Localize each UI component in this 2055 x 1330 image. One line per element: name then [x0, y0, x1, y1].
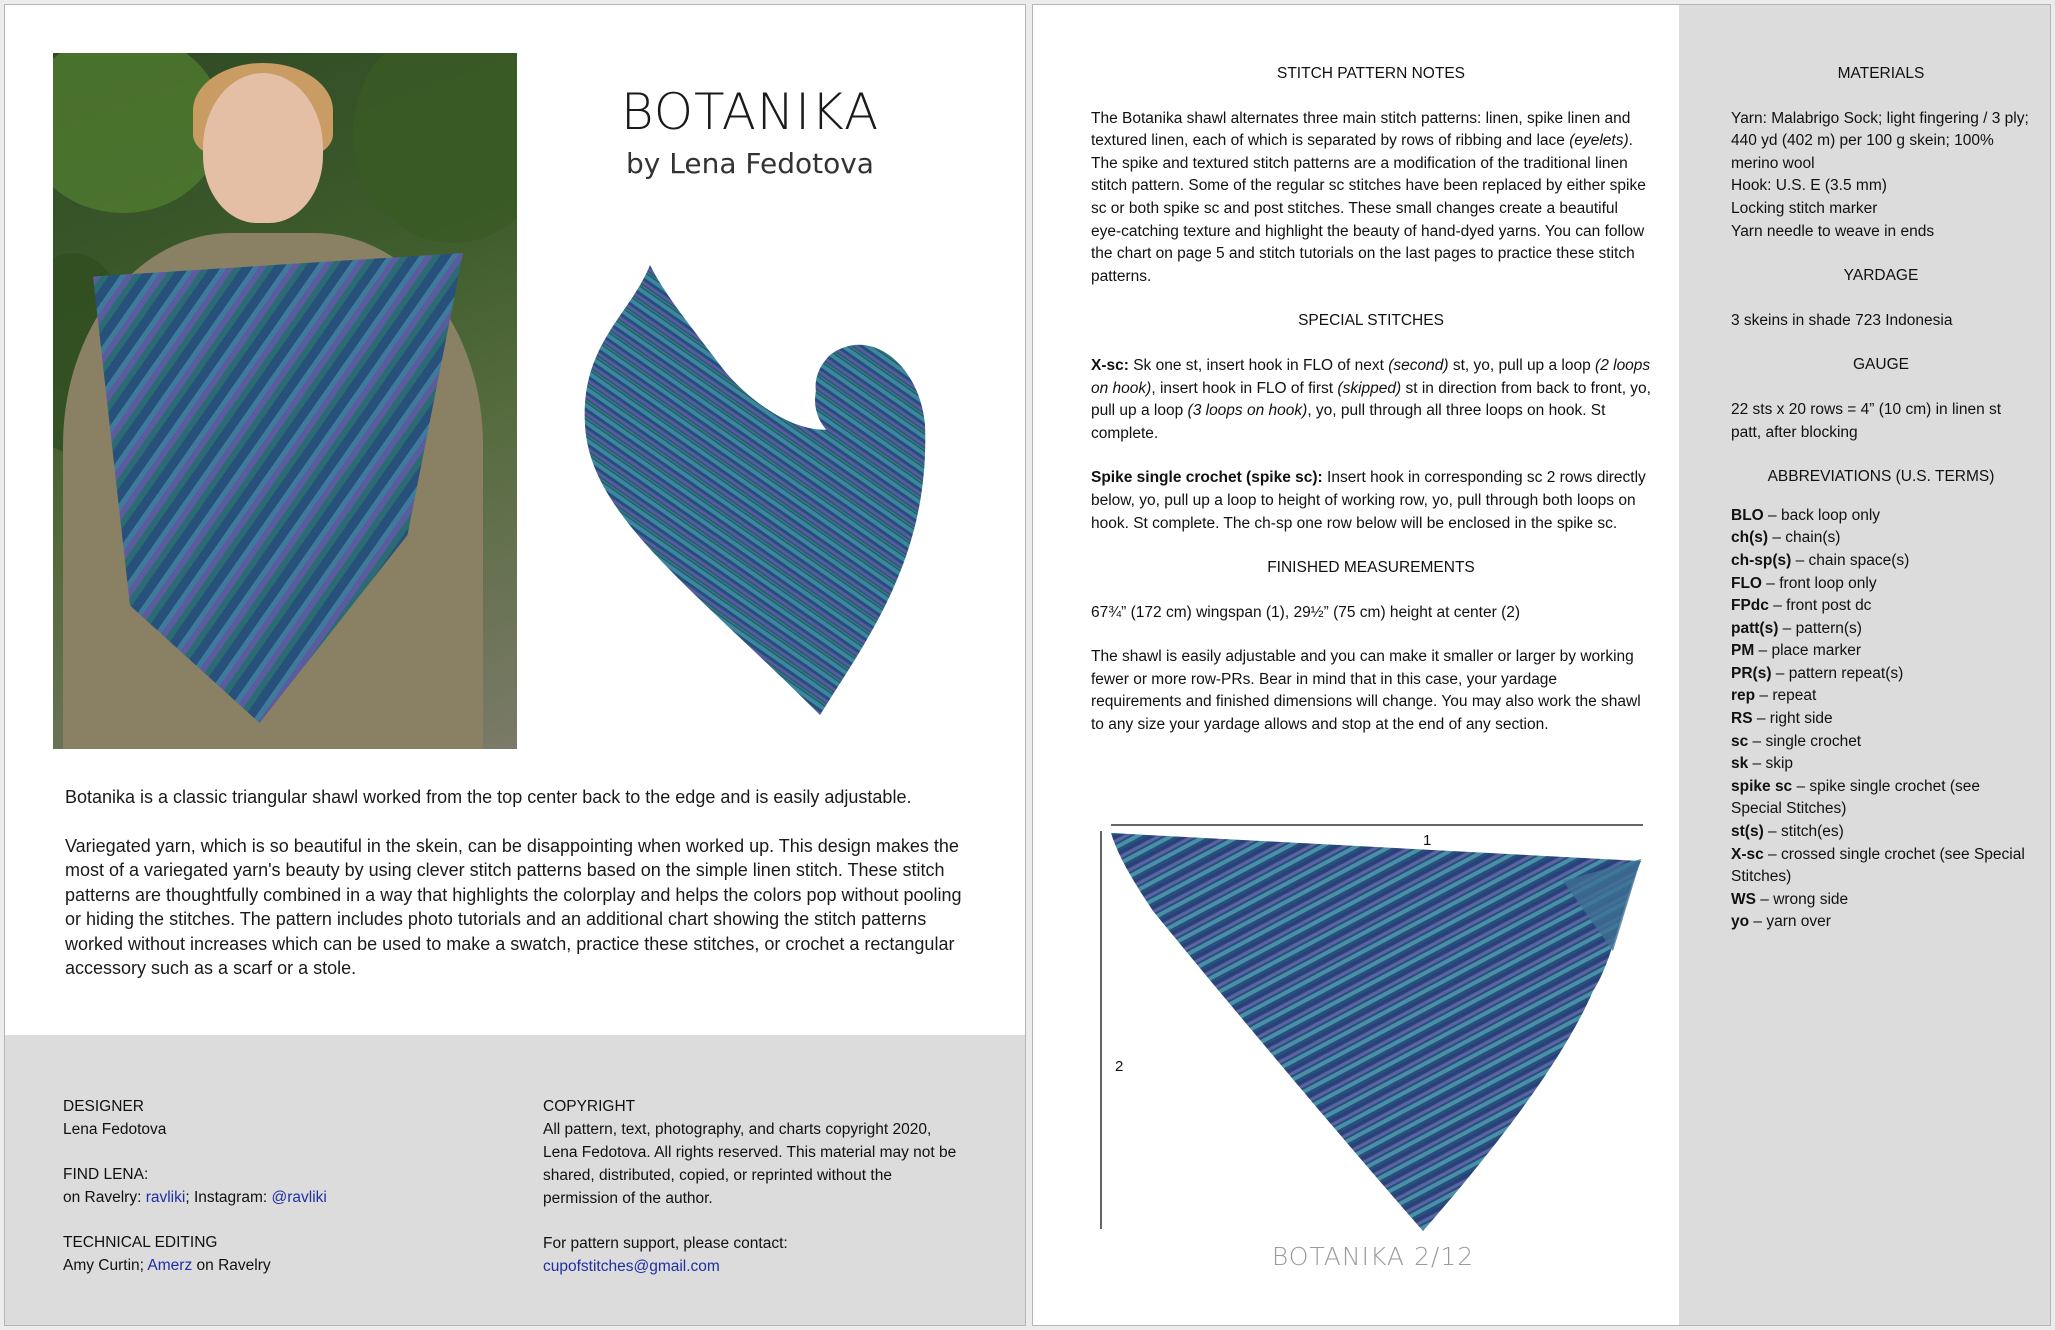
abbreviation-item: [1731, 821, 2031, 844]
abbreviation-term: X-sc: [1731, 845, 1764, 863]
page-right: [1032, 4, 2051, 1326]
find-prefix: on Ravelry:: [63, 1189, 146, 1206]
xsc-text: st, yo, pull up a loop: [1448, 356, 1596, 374]
abbreviation-item: [1731, 595, 2031, 618]
designer-name: Lena Fedotova: [63, 1121, 167, 1138]
abbreviation-item: [1731, 618, 2031, 641]
credits-footer: [5, 1035, 1026, 1326]
abbreviation-item: [1731, 776, 2031, 821]
yarn-line: Yarn: Malabrigo Sock; light fingering / 3 ply; 440 yd (402 m) per 100 g skein; 100% merino wool: [1731, 109, 2029, 172]
spike-text: Insert hook in corresponding sc 2 rows directly below, yo, pull up a loop to height of working row, yo, pull through both loops on hook. St complete. The ch-sp one row below will be enclosed in the spike sc.: [1091, 469, 1646, 532]
find-lena-line: [63, 1186, 503, 1209]
abbreviation-definition: – skip: [1748, 755, 1794, 773]
abbreviation-term: sc: [1731, 732, 1749, 750]
abbreviation-item: [1731, 663, 2031, 686]
materials-list: [1731, 108, 2031, 244]
xsc-text: Sk one st, insert hook in FLO of next: [1128, 356, 1389, 374]
adjustability-text: The shawl is easily adjustable and you can make it smaller or larger by working fewer or more row-PRs. Bear in mind that in this case, your yardage requirements and finished dimensions will change. You may also work the shawl to any size your yardage allows and stop at the end of any section.: [1091, 648, 1641, 734]
intro-paragraph: Variegated yarn, which is so beautiful in the skein, can be disappointing when worked up. This design makes the most of a variegated yarn's beauty by using clever stitch patterns based on the simple linen stitch. These stitch patterns are thoughtfully combined in a way that highlights the colorplay and helps the colors pop without pooling or hiding the stitches. The pattern includes photo tutorials and an additional chart showing the stitch patterns worked without increases which can be used to make a swatch, practice these stitches, or crochet a rectangular accessory such as a scarf or a stole.: [65, 835, 962, 978]
pattern-title: BOTANIKA: [620, 83, 880, 141]
intro-paragraph: Botanika is a classic triangular shawl worked from the top center back to the edge and is easily adjustable.: [65, 787, 912, 807]
marker-line: Locking stitch marker: [1731, 199, 1878, 217]
tech-prefix: Amy Curtin;: [63, 1257, 148, 1274]
abbreviation-term: patt(s): [1731, 619, 1779, 637]
shawl-photo: [570, 255, 950, 725]
finished-measurements-line: 67¾” (172 cm) wingspan (1), 29½” (75 cm) height at center (2): [1091, 603, 1521, 621]
abbreviation-definition: – wrong side: [1755, 890, 1849, 908]
abbreviation-definition: – stitch(es): [1763, 823, 1844, 841]
measurement-diagram: [1093, 821, 1653, 1241]
instagram-link[interactable]: @ravliki: [271, 1189, 327, 1206]
abbreviation-item: [1731, 550, 2031, 573]
abbreviation-term: sk: [1731, 755, 1749, 773]
abbreviation-definition: – chain space(s): [1791, 551, 1910, 569]
copyright-text: All pattern, text, photography, and charts copyright 2020, Lena Fedotova. All rights reserved. This material may not be shared, distributed, copied, or reprinted without the permission of the author.: [543, 1121, 957, 1207]
abbreviation-definition: – crossed single crochet (see Special Stitches): [1731, 845, 2025, 886]
gauge-heading: GAUGE: [1853, 356, 1909, 374]
abbreviation-term: BLO: [1731, 506, 1764, 524]
xsc-italic: (3 loops on hook): [1187, 402, 1308, 420]
abbreviation-item: [1731, 753, 2031, 776]
stitch-notes-part: The Botanika shawl alternates three main stitch patterns: linen, spike linen and textured linen, each of which is separated by rows of ribbing and lace: [1091, 109, 1631, 150]
abbreviation-item: [1731, 708, 2031, 731]
xsc-text: , yo, pull through all three loops on hook. St complete.: [1091, 402, 1606, 442]
abbreviation-definition: – front loop only: [1762, 574, 1877, 592]
abbreviation-item: [1731, 731, 2031, 754]
stitch-notes-text: [1091, 108, 1651, 289]
abbreviation-term: ch-sp(s): [1731, 551, 1792, 569]
amerz-link[interactable]: Amerz: [147, 1257, 193, 1274]
abbreviation-definition: – back loop only: [1763, 506, 1881, 524]
abbreviation-term: FLO: [1731, 574, 1762, 592]
stitch-notes-heading: STITCH PATTERN NOTES: [1276, 65, 1465, 82]
abbreviation-item: [1731, 844, 2031, 889]
find-mid: ; Instagram:: [185, 1189, 272, 1206]
xsc-definition: [1091, 355, 1651, 445]
abbreviation-item: [1731, 889, 2031, 912]
tech-suffix: on Ravelry: [192, 1257, 271, 1274]
abbreviation-definition: – spike single crochet (see Special Stitches): [1731, 777, 1981, 818]
abbreviation-term: spike sc: [1731, 777, 1793, 795]
pattern-notes-column: [1091, 63, 1651, 759]
yardage-heading: YARDAGE: [1843, 267, 1919, 285]
abbreviation-term: WS: [1731, 890, 1756, 908]
sidebar-content: [1731, 63, 2031, 934]
abbreviation-item: [1731, 685, 2031, 708]
xsc-italic: (skipped): [1337, 379, 1402, 397]
model-photo: [53, 53, 517, 749]
tech-editing-line: [63, 1254, 503, 1277]
abbreviation-item: [1731, 505, 2031, 528]
page-left: [4, 4, 1026, 1326]
abbreviation-item: [1731, 640, 2031, 663]
finished-measurements-heading: FINISHED MEASUREMENTS: [1267, 559, 1475, 577]
wingspan-label: 1: [1423, 832, 1432, 849]
abbreviation-definition: – pattern repeat(s): [1771, 664, 1904, 682]
materials-sidebar: [1679, 5, 2051, 1326]
support-text: For pattern support, please contact:: [543, 1235, 788, 1252]
abbreviation-definition: – chain(s): [1768, 529, 1841, 547]
xsc-italic: (2 loops on hook): [1091, 356, 1651, 397]
ravelry-link[interactable]: ravliki: [145, 1189, 186, 1206]
support-email-link[interactable]: cupofstitches@gmail.com: [543, 1258, 720, 1275]
intro-text: [65, 785, 965, 1005]
xsc-label: X-sc:: [1091, 356, 1129, 374]
abbreviation-definition: – front post dc: [1768, 597, 1872, 615]
abbreviation-term: RS: [1731, 710, 1753, 728]
designer-label: DESIGNER: [63, 1098, 144, 1115]
yardage-text: 3 skeins in shade 723 Indonesia: [1731, 311, 1953, 329]
abbreviation-definition: – pattern(s): [1778, 619, 1862, 637]
credits-right-column: [543, 1095, 963, 1300]
spike-sc-definition: [1091, 467, 1651, 535]
hook-line: Hook: U.S. E (3.5 mm): [1731, 177, 1887, 195]
abbreviations-heading: ABBREVIATIONS (U.S. TERMS): [1767, 468, 1995, 486]
page-number-footer: BOTANIKA 2/12: [1271, 1242, 1475, 1271]
xsc-text: , insert hook in FLO of first: [1151, 379, 1338, 397]
xsc-italic: (second): [1388, 356, 1449, 374]
abbreviation-definition: – single crochet: [1748, 732, 1862, 750]
abbreviation-definition: – yarn over: [1749, 913, 1831, 931]
abbreviation-definition: – place marker: [1754, 642, 1862, 660]
special-stitches-heading: SPECIAL STITCHES: [1298, 312, 1444, 330]
abbreviation-term: rep: [1731, 687, 1756, 705]
credits-left-column: [63, 1095, 503, 1299]
abbreviations-list: [1731, 505, 2031, 934]
needle-line: Yarn needle to weave in ends: [1731, 222, 1935, 240]
pattern-byline: by Lena Fedotova: [626, 147, 874, 180]
abbreviation-term: PM: [1731, 642, 1755, 660]
xsc-text: st in direction from back to front, yo, pull up a loop: [1091, 379, 1651, 420]
abbreviation-item: [1731, 573, 2031, 596]
abbreviation-definition: – right side: [1752, 710, 1833, 728]
gauge-text: 22 sts x 20 rows = 4” (10 cm) in linen st patt, after blocking: [1731, 400, 2002, 441]
abbreviation-term: st(s): [1731, 823, 1764, 841]
abbreviation-term: FPdc: [1731, 597, 1769, 615]
stitch-notes-italic: (eyelets): [1569, 132, 1629, 150]
find-lena-label: FIND LENA:: [63, 1166, 149, 1183]
abbreviation-term: yo: [1731, 913, 1750, 931]
abbreviation-term: PR(s): [1731, 664, 1772, 682]
abbreviation-definition: – repeat: [1755, 687, 1817, 705]
stitch-notes-part: . The spike and textured stitch patterns are a modification of the traditional linen stitch pattern. Some of the regular sc stitches have been replaced by either spike sc or both spike sc and post stitches. These small changes create a beautiful eye-catching texture and highlight the beauty of hand-dyed yarns. You can follow the chart on page 5 and stitch tutorials on the last pages to practice these stitch patterns.: [1091, 132, 1646, 285]
abbreviation-item: [1731, 911, 2031, 934]
height-label: 2: [1115, 1058, 1124, 1075]
copyright-label: COPYRIGHT: [543, 1098, 636, 1115]
abbreviation-term: ch(s): [1731, 529, 1769, 547]
abbreviation-item: [1731, 527, 2031, 550]
tech-editing-label: TECHNICAL EDITING: [63, 1234, 218, 1251]
materials-heading: MATERIALS: [1837, 65, 1925, 82]
spike-label: Spike single crochet (spike sc):: [1091, 469, 1323, 487]
